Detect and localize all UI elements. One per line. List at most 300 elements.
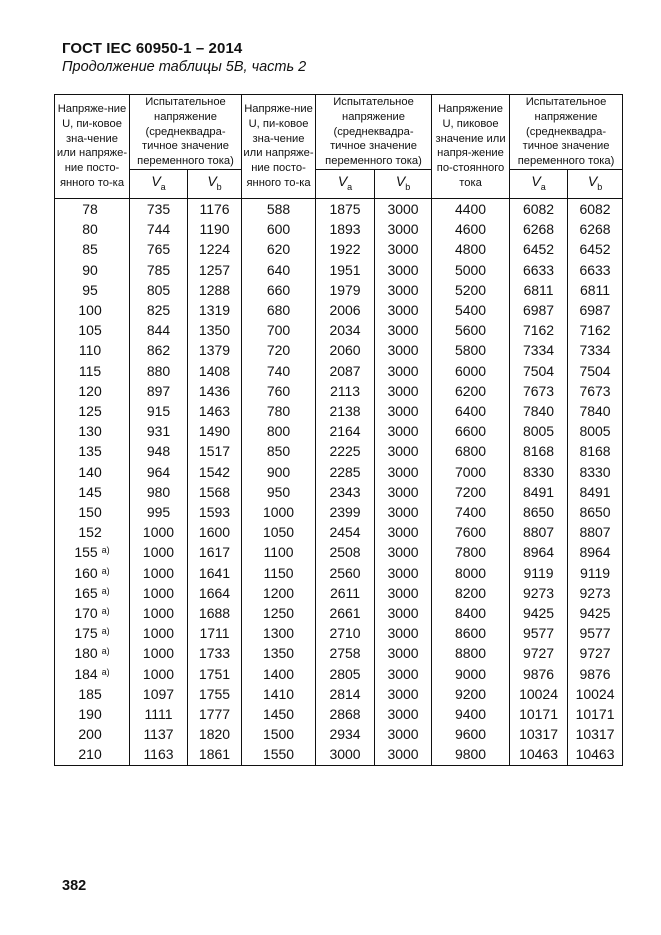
- table-cell: 1861: [188, 744, 242, 765]
- table-cell: 5600: [432, 320, 510, 340]
- table-row: [55, 280, 623, 300]
- table-cell: 2399: [316, 502, 375, 522]
- header-test-voltage-2: Испытательное напряжение (среднеквадра-тичное значение переменного тока): [316, 95, 432, 170]
- table-cell: 6633: [510, 260, 568, 280]
- cell-voltage: 80: [55, 219, 130, 239]
- table-row: [55, 361, 623, 381]
- table-cell: 995: [130, 502, 188, 522]
- table-cell: 3000: [375, 542, 432, 562]
- table-cell: 800: [242, 421, 316, 441]
- table-cell: 7400: [432, 502, 510, 522]
- table-cell: 844: [130, 320, 188, 340]
- table-cell: 9000: [432, 664, 510, 684]
- table-cell: 1257: [188, 260, 242, 280]
- table-cell: 1733: [188, 643, 242, 663]
- table-cell: 10317: [510, 724, 568, 744]
- table-cell: 600: [242, 219, 316, 239]
- table-cell: 1450: [242, 704, 316, 724]
- table-cell: 1097: [130, 684, 188, 704]
- table-cell: 3000: [375, 502, 432, 522]
- table-cell: 1350: [242, 643, 316, 663]
- table-cell: 2285: [316, 462, 375, 482]
- table-cell: 3000: [375, 361, 432, 381]
- table-cell: 7673: [510, 381, 568, 401]
- table-cell: 1319: [188, 300, 242, 320]
- table-cell: 1755: [188, 684, 242, 704]
- table-cell: 1664: [188, 583, 242, 603]
- table-row: [55, 583, 623, 603]
- table-cell: 825: [130, 300, 188, 320]
- table-cell: 980: [130, 482, 188, 502]
- table-cell: 9200: [432, 684, 510, 704]
- table-cell: 1922: [316, 239, 375, 259]
- header-test-voltage: Испытательное напряжение (среднеквадра-тичное значение переменного тока): [130, 95, 242, 170]
- table-cell: 1200: [242, 583, 316, 603]
- table-cell: 3000: [375, 320, 432, 340]
- table-cell: 8168: [510, 441, 568, 461]
- table-cell: 4800: [432, 239, 510, 259]
- table-cell: 931: [130, 421, 188, 441]
- table-row: [55, 744, 623, 765]
- cell-voltage: 145: [55, 482, 130, 502]
- table-cell: 2508: [316, 542, 375, 562]
- table-cell: 1176: [188, 198, 242, 219]
- cell-voltage: 135: [55, 441, 130, 461]
- cell-voltage: 175 $^{a)}$: [55, 623, 130, 643]
- table-cell: 6200: [432, 381, 510, 401]
- table-cell: 10463: [568, 744, 623, 765]
- table-cell: 2814: [316, 684, 375, 704]
- cell-voltage: 160 $^{a)}$: [55, 563, 130, 583]
- table-cell: 3000: [375, 583, 432, 603]
- table-row: [55, 401, 623, 421]
- table-cell: 2805: [316, 664, 375, 684]
- footnote-marker: a): [101, 565, 110, 576]
- cell-voltage: 150: [55, 502, 130, 522]
- table-row: [55, 664, 623, 684]
- table-cell: 6452: [510, 239, 568, 259]
- table-row: [55, 623, 623, 643]
- table-cell: 1250: [242, 603, 316, 623]
- table-cell: 964: [130, 462, 188, 482]
- table-cell: 1550: [242, 744, 316, 765]
- cell-voltage: 152: [55, 522, 130, 542]
- table-cell: 3000: [375, 219, 432, 239]
- table-cell: 9119: [568, 563, 623, 583]
- cell-voltage: 120: [55, 381, 130, 401]
- table-cell: 5400: [432, 300, 510, 320]
- table-cell: 1979: [316, 280, 375, 300]
- table-cell: 1000: [130, 583, 188, 603]
- table-row: [55, 502, 623, 522]
- table-cell: 7504: [568, 361, 623, 381]
- table-cell: 7800: [432, 542, 510, 562]
- table-cell: 9577: [568, 623, 623, 643]
- table-row: [55, 441, 623, 461]
- table-cell: 1050: [242, 522, 316, 542]
- table-cell: 3000: [375, 421, 432, 441]
- table-cell: 2343: [316, 482, 375, 502]
- header-voltage-peak: Напряже-ние U, пи-ковое зна-чение или напряже-ние посто-янного то-ка: [55, 95, 130, 199]
- table-cell: 3000: [375, 522, 432, 542]
- cell-voltage: 184 $^{a)}$: [55, 664, 130, 684]
- table-cell: 9727: [510, 643, 568, 663]
- table-cell: 3000: [375, 603, 432, 623]
- table-cell: 4400: [432, 198, 510, 219]
- table-cell: 6268: [568, 219, 623, 239]
- table-cell: 1000: [130, 664, 188, 684]
- table-row: [55, 219, 623, 239]
- table-cell: 9800: [432, 744, 510, 765]
- table-cell: 10171: [568, 704, 623, 724]
- table-cell: 2087: [316, 361, 375, 381]
- table-cell: 6000: [432, 361, 510, 381]
- table-cell: 6811: [568, 280, 623, 300]
- table-cell: 10024: [568, 684, 623, 704]
- table-cell: 3000: [375, 724, 432, 744]
- table-cell: 3000: [375, 482, 432, 502]
- table-cell: 3000: [375, 704, 432, 724]
- table-cell: 6633: [568, 260, 623, 280]
- table-cell: 8807: [568, 522, 623, 542]
- table-cell: 2138: [316, 401, 375, 421]
- table-cell: 7840: [568, 401, 623, 421]
- table-cell: 6452: [568, 239, 623, 259]
- table-row: [55, 643, 623, 663]
- table-cell: 1000: [130, 643, 188, 663]
- cell-voltage: 105: [55, 320, 130, 340]
- document-code: ГОСТ IEC 60950-1 – 2014: [62, 40, 243, 57]
- table-cell: 9425: [568, 603, 623, 623]
- table-cell: 785: [130, 260, 188, 280]
- table-cell: 8600: [432, 623, 510, 643]
- table-cell: 765: [130, 239, 188, 259]
- header-voltage-peak-2: Напряже-ние U, пи-ковое зна-чение или напряже-ние посто-янного то-ка: [242, 95, 316, 199]
- table-cell: 1617: [188, 542, 242, 562]
- table-cell: 3000: [375, 664, 432, 684]
- table-row: [55, 563, 623, 583]
- table-row: [55, 260, 623, 280]
- table-cell: 8400: [432, 603, 510, 623]
- subheader-vb: $V_b$: [188, 169, 242, 198]
- table-cell: 3000: [375, 462, 432, 482]
- table-row: [55, 482, 623, 502]
- table-cell: 5000: [432, 260, 510, 280]
- table-cell: 850: [242, 441, 316, 461]
- table-cell: 680: [242, 300, 316, 320]
- table-cell: 900: [242, 462, 316, 482]
- table-cell: 7840: [510, 401, 568, 421]
- table-continuation-caption: Продолжение таблицы 5В, часть 2: [62, 59, 307, 75]
- table-cell: 6600: [432, 421, 510, 441]
- table-cell: 6811: [510, 280, 568, 300]
- table-cell: 4600: [432, 219, 510, 239]
- table-row: [55, 198, 623, 219]
- table-cell: 1288: [188, 280, 242, 300]
- table-cell: 3000: [375, 744, 432, 765]
- table-cell: 1490: [188, 421, 242, 441]
- table-cell: 3000: [375, 401, 432, 421]
- table-cell: 9876: [510, 664, 568, 684]
- table-cell: 1593: [188, 502, 242, 522]
- table-cell: 1137: [130, 724, 188, 744]
- table-cell: 1300: [242, 623, 316, 643]
- table-cell: 2225: [316, 441, 375, 461]
- cell-voltage: 180 $^{a)}$: [55, 643, 130, 663]
- table-cell: 735: [130, 198, 188, 219]
- table-cell: 1350: [188, 320, 242, 340]
- table-cell: 2560: [316, 563, 375, 583]
- table-cell: 862: [130, 340, 188, 360]
- table-cell: 8807: [510, 522, 568, 542]
- footnote-marker: a): [101, 626, 110, 637]
- table-cell: 3000: [375, 260, 432, 280]
- table-cell: 915: [130, 401, 188, 421]
- table-cell: 780: [242, 401, 316, 421]
- subheader-vb-3: $V_b$: [568, 169, 623, 198]
- table-cell: 8000: [432, 563, 510, 583]
- cell-voltage: 115: [55, 361, 130, 381]
- table-cell: 1150: [242, 563, 316, 583]
- table-cell: 10171: [510, 704, 568, 724]
- table-cell: 3000: [375, 563, 432, 583]
- table-row: [55, 421, 623, 441]
- cell-voltage: 90: [55, 260, 130, 280]
- table-cell: 8005: [510, 421, 568, 441]
- table-cell: 7000: [432, 462, 510, 482]
- table-cell: 9600: [432, 724, 510, 744]
- table-cell: 7673: [568, 381, 623, 401]
- cell-voltage: 200: [55, 724, 130, 744]
- table-cell: 6082: [568, 198, 623, 219]
- table-cell: 2034: [316, 320, 375, 340]
- table-cell: 1875: [316, 198, 375, 219]
- table-cell: 1500: [242, 724, 316, 744]
- table-cell: 9273: [568, 583, 623, 603]
- cell-voltage: 190: [55, 704, 130, 724]
- table-cell: 8200: [432, 583, 510, 603]
- table-cell: 1408: [188, 361, 242, 381]
- table-cell: 1000: [130, 563, 188, 583]
- table-cell: 6800: [432, 441, 510, 461]
- cell-voltage: 170 $^{a)}$: [55, 603, 130, 623]
- table-cell: 1711: [188, 623, 242, 643]
- table-cell: 3000: [375, 340, 432, 360]
- table-cell: 2758: [316, 643, 375, 663]
- table-cell: 5800: [432, 340, 510, 360]
- table-cell: 1400: [242, 664, 316, 684]
- table-cell: 805: [130, 280, 188, 300]
- table-cell: 6082: [510, 198, 568, 219]
- table-cell: 2113: [316, 381, 375, 401]
- table-cell: 8650: [568, 502, 623, 522]
- table-cell: 6268: [510, 219, 568, 239]
- table-cell: 1379: [188, 340, 242, 360]
- table-cell: 2006: [316, 300, 375, 320]
- table-row: [55, 704, 623, 724]
- table-cell: 1000: [130, 603, 188, 623]
- table-cell: 8800: [432, 643, 510, 663]
- table-cell: 744: [130, 219, 188, 239]
- table-cell: 6987: [510, 300, 568, 320]
- table-row: [55, 542, 623, 562]
- cell-voltage: 100: [55, 300, 130, 320]
- table-cell: 1000: [130, 623, 188, 643]
- footnote-marker: a): [101, 606, 110, 617]
- table-cell: 3000: [375, 684, 432, 704]
- table-cell: 1410: [242, 684, 316, 704]
- test-voltage-table: [54, 94, 623, 766]
- table-cell: 740: [242, 361, 316, 381]
- table-row: [55, 462, 623, 482]
- table-cell: 2611: [316, 583, 375, 603]
- table-cell: 8330: [510, 462, 568, 482]
- table-cell: 7334: [568, 340, 623, 360]
- table-cell: 9727: [568, 643, 623, 663]
- table-cell: 2164: [316, 421, 375, 441]
- table-cell: 897: [130, 381, 188, 401]
- table-cell: 1893: [316, 219, 375, 239]
- table-cell: 8168: [568, 441, 623, 461]
- table-cell: 3000: [375, 381, 432, 401]
- table-cell: 8964: [510, 542, 568, 562]
- cell-voltage: 140: [55, 462, 130, 482]
- table-cell: 2661: [316, 603, 375, 623]
- table-cell: 1000: [130, 522, 188, 542]
- cell-voltage: 125: [55, 401, 130, 421]
- table-row: [55, 603, 623, 623]
- table-cell: 1111: [130, 704, 188, 724]
- table-cell: 8330: [568, 462, 623, 482]
- table-cell: 2934: [316, 724, 375, 744]
- table-cell: 7504: [510, 361, 568, 381]
- footnote-marker: a): [101, 585, 110, 596]
- table-cell: 2060: [316, 340, 375, 360]
- cell-voltage: 185: [55, 684, 130, 704]
- table-cell: 3000: [375, 198, 432, 219]
- table-cell: 3000: [375, 643, 432, 663]
- table-cell: 1777: [188, 704, 242, 724]
- table-cell: 9400: [432, 704, 510, 724]
- table-row: [55, 320, 623, 340]
- table-cell: 7162: [510, 320, 568, 340]
- table-row: [55, 724, 623, 744]
- table-cell: 1600: [188, 522, 242, 542]
- table-cell: 9425: [510, 603, 568, 623]
- header-voltage-peak-3: Напряжение U, пиковое значение или напря-жение по-стоянного тока: [432, 95, 510, 199]
- table-cell: 7334: [510, 340, 568, 360]
- table-cell: 660: [242, 280, 316, 300]
- table-cell: 1436: [188, 381, 242, 401]
- table-cell: 1463: [188, 401, 242, 421]
- table-cell: 7162: [568, 320, 623, 340]
- table-cell: 10317: [568, 724, 623, 744]
- table-cell: 1000: [242, 502, 316, 522]
- subheader-va-2: $V_a$: [316, 169, 375, 198]
- table-cell: 1751: [188, 664, 242, 684]
- table-cell: 700: [242, 320, 316, 340]
- table-cell: 8650: [510, 502, 568, 522]
- table-cell: 720: [242, 340, 316, 360]
- cell-voltage: 95: [55, 280, 130, 300]
- table-cell: 2710: [316, 623, 375, 643]
- table-cell: 3000: [316, 744, 375, 765]
- table-cell: 3000: [375, 300, 432, 320]
- table-row: [55, 300, 623, 320]
- footnote-marker: a): [101, 545, 110, 556]
- table-cell: 2454: [316, 522, 375, 542]
- table-cell: 1000: [130, 542, 188, 562]
- table-cell: 3000: [375, 441, 432, 461]
- table-cell: 1517: [188, 441, 242, 461]
- table-cell: 7600: [432, 522, 510, 542]
- table-body: [55, 198, 623, 765]
- table-cell: 1163: [130, 744, 188, 765]
- cell-voltage: 155 $^{a)}$: [55, 542, 130, 562]
- table-cell: 3000: [375, 280, 432, 300]
- table-cell: 8491: [510, 482, 568, 502]
- table-cell: 1100: [242, 542, 316, 562]
- table-cell: 1542: [188, 462, 242, 482]
- table-cell: 620: [242, 239, 316, 259]
- table-cell: 8005: [568, 421, 623, 441]
- footnote-marker: a): [101, 646, 110, 657]
- table-cell: 948: [130, 441, 188, 461]
- table-cell: 8491: [568, 482, 623, 502]
- cell-voltage: 130: [55, 421, 130, 441]
- page-number: 382: [62, 878, 87, 894]
- cell-voltage: 85: [55, 239, 130, 259]
- table-cell: 1190: [188, 219, 242, 239]
- table-row: [55, 381, 623, 401]
- table-cell: 9876: [568, 664, 623, 684]
- table-cell: 1568: [188, 482, 242, 502]
- subheader-va-3: $V_a$: [510, 169, 568, 198]
- table-cell: 1641: [188, 563, 242, 583]
- cell-voltage: 210: [55, 744, 130, 765]
- table-cell: 1951: [316, 260, 375, 280]
- header-test-voltage-3: Испытательное напряжение (среднеквадра-тичное значение переменного тока): [510, 95, 623, 170]
- cell-voltage: 165 $^{a)}$: [55, 583, 130, 603]
- table-cell: 6987: [568, 300, 623, 320]
- subheader-vb-2: $V_b$: [375, 169, 432, 198]
- table-cell: 6400: [432, 401, 510, 421]
- table-cell: 760: [242, 381, 316, 401]
- table-row: [55, 340, 623, 360]
- table-cell: 9119: [510, 563, 568, 583]
- table-cell: 1224: [188, 239, 242, 259]
- cell-voltage: 110: [55, 340, 130, 360]
- table-row: [55, 684, 623, 704]
- footnote-marker: a): [101, 666, 110, 677]
- table-cell: 10024: [510, 684, 568, 704]
- table-cell: 950: [242, 482, 316, 502]
- table-cell: 9577: [510, 623, 568, 643]
- cell-voltage: 78: [55, 198, 130, 219]
- table-cell: 1688: [188, 603, 242, 623]
- table-cell: 7200: [432, 482, 510, 502]
- table-cell: 640: [242, 260, 316, 280]
- table-cell: 3000: [375, 239, 432, 259]
- table-cell: 9273: [510, 583, 568, 603]
- subheader-va: $V_a$: [130, 169, 188, 198]
- table-cell: 588: [242, 198, 316, 219]
- table-cell: 1820: [188, 724, 242, 744]
- table-row: [55, 239, 623, 259]
- table-cell: 10463: [510, 744, 568, 765]
- table-cell: 2868: [316, 704, 375, 724]
- table-cell: 5200: [432, 280, 510, 300]
